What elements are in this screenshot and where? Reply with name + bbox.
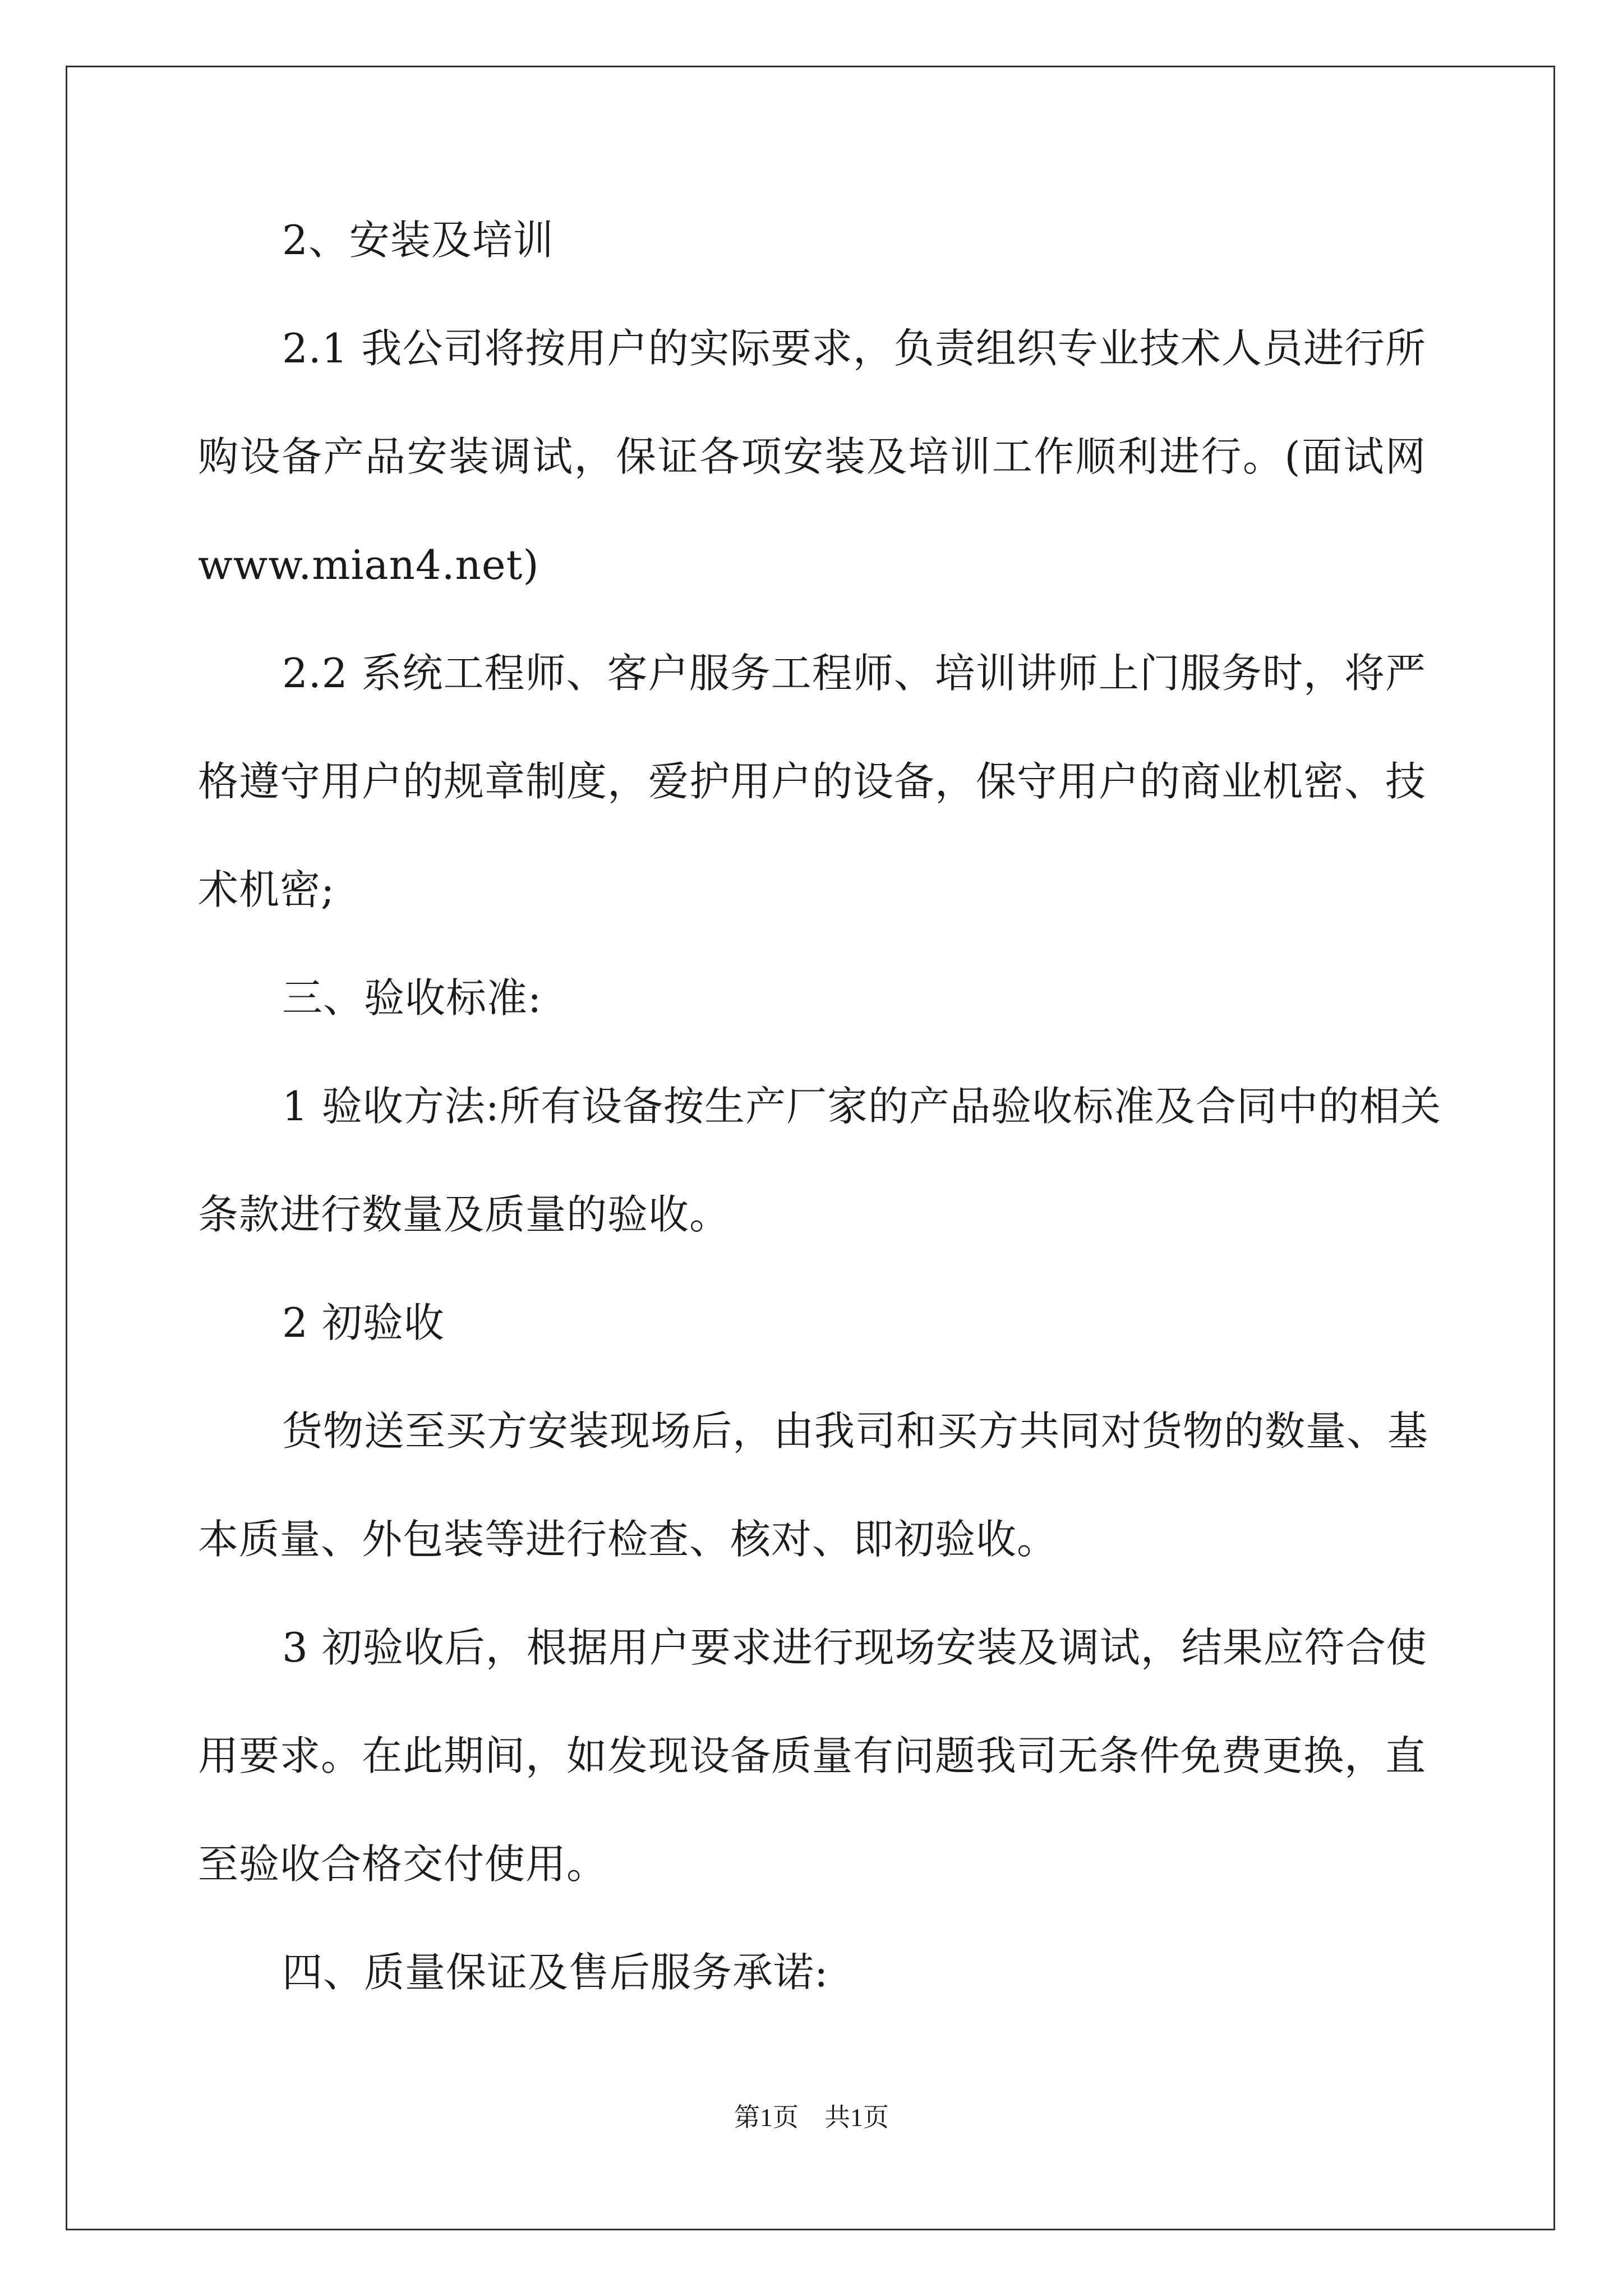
paragraph-line: 购设备产品安装调试，保证各项安装及培训工作顺利进行。(面试网 <box>198 433 1426 480</box>
paragraph-line: 用要求。在此期间，如发现设备质量有问题我司无条件免费更换，直 <box>198 1732 1427 1779</box>
section-heading: 四、质量保证及售后服务承诺: <box>282 1949 829 1996</box>
page-number-footer: 第1页 共1页 <box>734 2103 889 2132</box>
section-heading: 三、验收标准: <box>282 974 542 1022</box>
paragraph-line: 3 初验收后，根据用户要求进行现场安装及调试，结果应符合使 <box>282 1624 1427 1671</box>
paragraph-line: 2.1 我公司将按用户的实际要求，负责组织专业技术人员进行所 <box>282 325 1426 372</box>
paragraph-line: 2.2 系统工程师、客户服务工程师、培训讲师上门服务时，将严 <box>282 650 1426 697</box>
paragraph-line: 术机密; <box>198 866 335 913</box>
paragraph-line: 至验收合格交付使用。 <box>198 1841 608 1888</box>
paragraph-line: 1 验收方法:所有设备按生产厂家的产品验收标准及合同中的相关 <box>282 1083 1441 1130</box>
paragraph-line: 本质量、外包装等进行检查、核对、即初验收。 <box>198 1516 1058 1563</box>
section-heading: 2 初验收 <box>282 1299 445 1346</box>
paragraph-line: 格遵守用户的规章制度，爱护用户的设备，保守用户的商业机密、技 <box>198 758 1427 805</box>
paragraph-line: www.mian4.net) <box>198 541 540 588</box>
section-heading: 2、安装及培训 <box>282 217 554 264</box>
paragraph-line: 货物送至买方安装现场后，由我司和买方共同对货物的数量、基 <box>282 1407 1429 1455</box>
page-border <box>66 66 1555 2230</box>
paragraph-line: 条款进行数量及质量的验收。 <box>198 1191 731 1238</box>
